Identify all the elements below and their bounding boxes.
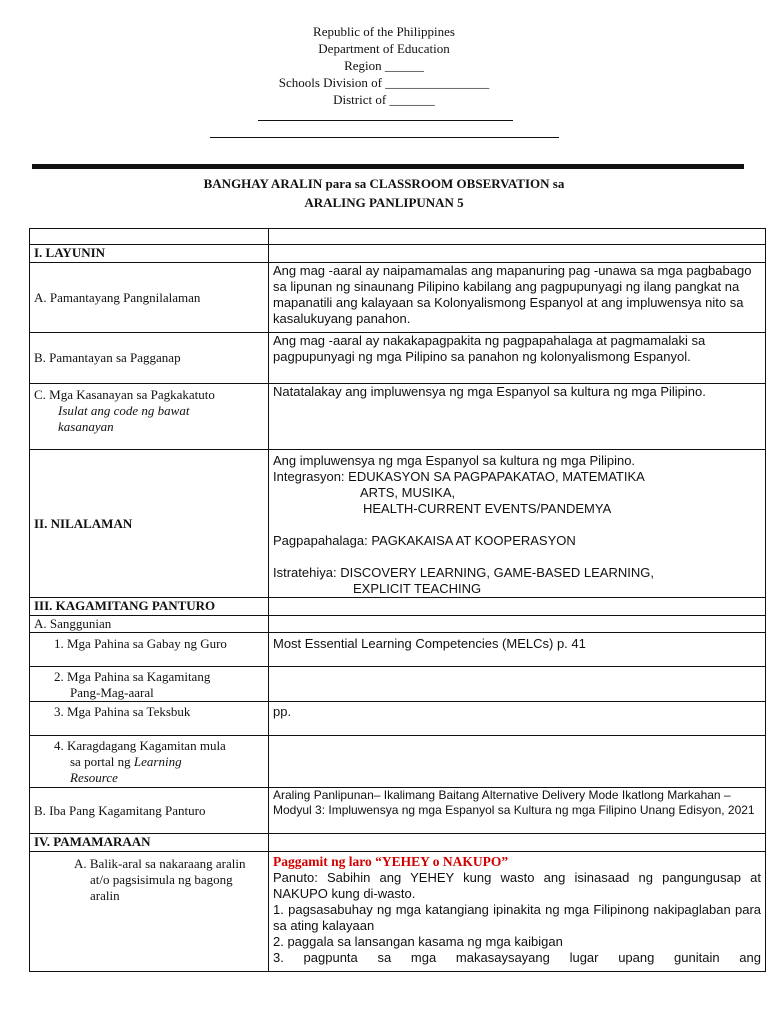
- table-row: [30, 245, 766, 263]
- header-division: Schools Division of ________________: [278, 75, 490, 90]
- section-layunin: I. LAYUNIN: [30, 245, 269, 263]
- section-pamamaraan: IV. PAMAMARAAN: [30, 834, 269, 852]
- lesson-plan-table: [29, 228, 766, 972]
- pagpapahalaga-label: Pagpapahalaga:: [273, 533, 372, 548]
- karagdagang-line-3: Resource: [70, 770, 118, 785]
- signature-line-2: [210, 137, 559, 138]
- balik-aral-line-2: at/o pagsisimula ng bagong: [90, 872, 233, 887]
- nilalaman-content: [269, 450, 766, 598]
- pagpapahalaga-text: PAGKAKAISA AT KOOPERASYON: [371, 533, 576, 548]
- header-region: Region ______: [344, 58, 424, 73]
- karagdagang-line-1: 4. Karagdagang Kagamitan mula: [54, 738, 226, 753]
- text-pamantayan-sa-pagganap: Ang mag -aaral ay nakakapagpakita ng pagpapahalaga at pagmamalaki sa pagpupunyagi ng mga Pilipino sa panahon ng kolonyalismong Espanyol.: [269, 333, 766, 384]
- document-header: [0, 23, 768, 108]
- table-row: [30, 736, 766, 788]
- kasanayan-heading: C. Mga Kasanayan sa Pagkakatuto: [34, 387, 215, 402]
- table-row: [30, 788, 766, 834]
- document-title: [0, 174, 768, 212]
- istratehiya-2: EXPLICIT TEACHING: [353, 581, 482, 596]
- integrasyon-label: Integrasyon:: [273, 469, 349, 484]
- panuto-text: Panuto: Sabihin ang YEHEY kung wasto ang isinasaad ng pangungusap at NAKUPO kung di-wasto.: [273, 870, 761, 901]
- label-kagamitang-mag-aaral: [30, 667, 269, 702]
- label-teksbuk: 3. Mga Pahina sa Teksbuk: [30, 702, 269, 736]
- text-iba-pang-kagamitan: Araling Panlipunan– Ikalimang Baitang Alternative Delivery Mode Ikatlong Markahan – Modyul 3: Impluwensya ng mga Espanyol sa Kultura ng mga Filipino Unang Edisyon, 2021: [269, 788, 766, 834]
- text-gabay-ng-guro: Most Essential Learning Competencies (MELCs) p. 41: [269, 633, 766, 667]
- text-teksbuk: pp.: [269, 702, 766, 736]
- table-row: [30, 384, 766, 450]
- title-line-1: BANGHAY ARALIN para sa CLASSROOM OBSERVATION sa: [203, 176, 565, 191]
- label-balik-aral: [30, 852, 269, 972]
- label-pamantayang-pangnilalaman: A. Pamantayang Pangnilalaman: [30, 263, 269, 333]
- header-district: District of _______: [333, 92, 435, 107]
- text-pamantayang-pangnilalaman: Ang mag -aaral ay naipamamalas ang mapanuring pag -unawa sa mga pagbabago sa lipunan ng sinaunang Pilipino kabilang ang pagpupunyagi ng ilang pangkat na mapanatili ang kalayaan sa Kolonyalismong Espanyol at ang impluwensya nito sa kasalukuyang panahon.: [269, 263, 766, 333]
- kasanayan-sub-1: Isulat ang code ng bawat: [58, 403, 190, 418]
- table-row: [30, 702, 766, 736]
- game-title: Paggamit ng laro “YEHEY o NAKUPO”: [273, 854, 509, 869]
- integrasyon-1: EDUKASYON SA PAGPAPAKATAO, MATEMATIKA: [348, 469, 645, 484]
- balik-aral-content: [269, 852, 766, 972]
- karagdagang-line-2: sa portal ng: [70, 754, 134, 769]
- header-divider: [32, 164, 744, 169]
- label-iba-pang-kagamitan: B. Iba Pang Kagamitang Panturo: [30, 788, 269, 834]
- section-nilalaman: II. NILALAMAN: [30, 450, 269, 598]
- label-gabay-ng-guro: 1. Mga Pahina sa Gabay ng Guro: [30, 633, 269, 667]
- kagamitang-mag-aaral-line-1: 2. Mga Pahina sa Kagamitang: [54, 669, 211, 684]
- table-row: [30, 667, 766, 702]
- table-row: [30, 450, 766, 598]
- list-item: 3. pagpunta sa mga makasaysayang lugar upang gunitain ang: [273, 950, 761, 965]
- title-line-2: ARALING PANLIPUNAN 5: [304, 195, 464, 210]
- balik-aral-line-3: aralin: [90, 888, 120, 903]
- karagdagang-line-2-italic: Learning: [133, 754, 182, 769]
- label-pamantayan-sa-pagganap: B. Pamantayan sa Pagganap: [30, 333, 269, 384]
- text-kasanayan: Natatalakay ang impluwensya ng mga Espanyol sa kultura ng mga Pilipino.: [269, 384, 766, 450]
- balik-aral-line-1: A. Balik-aral sa nakaraang aralin: [74, 856, 246, 871]
- label-karagdagang-kagamitan: [30, 736, 269, 788]
- header-republic: Republic of the Philippines: [313, 24, 455, 39]
- kagamitang-mag-aaral-line-2: Pang-Mag-aaral: [70, 685, 154, 700]
- table-row: [30, 263, 766, 333]
- nilalaman-topic: Ang impluwensya ng mga Espanyol sa kultura ng mga Pilipino.: [273, 453, 636, 468]
- table-row: [30, 229, 766, 245]
- list-item: 1. pagsasabuhay ng mga katangiang ipinakita ng mga Filipinong nakipaglaban para sa ating kalayaan: [273, 902, 761, 933]
- istratehiya-1: DISCOVERY LEARNING, GAME-BASED LEARNING,: [340, 565, 654, 580]
- table-row: [30, 598, 766, 616]
- header-department: Department of Education: [318, 41, 450, 56]
- table-row: [30, 616, 766, 633]
- label-kasanayan: [30, 384, 269, 450]
- signature-line-1: [258, 120, 513, 121]
- table-row: [30, 852, 766, 972]
- table-row: [30, 633, 766, 667]
- label-sanggunian: A. Sanggunian: [30, 616, 269, 633]
- table-row: [30, 834, 766, 852]
- integrasyon-2: ARTS, MUSIKA,: [360, 485, 456, 500]
- istratehiya-label: Istratehiya:: [273, 565, 341, 580]
- list-item: 2. paggala sa lansangan kasama ng mga kaibigan: [273, 934, 563, 949]
- kasanayan-sub-2: kasanayan: [58, 419, 114, 434]
- table-row: [30, 333, 766, 384]
- section-kagamitan: III. KAGAMITANG PANTURO: [30, 598, 269, 616]
- integrasyon-3: HEALTH-CURRENT EVENTS/PANDEMYA: [363, 501, 612, 516]
